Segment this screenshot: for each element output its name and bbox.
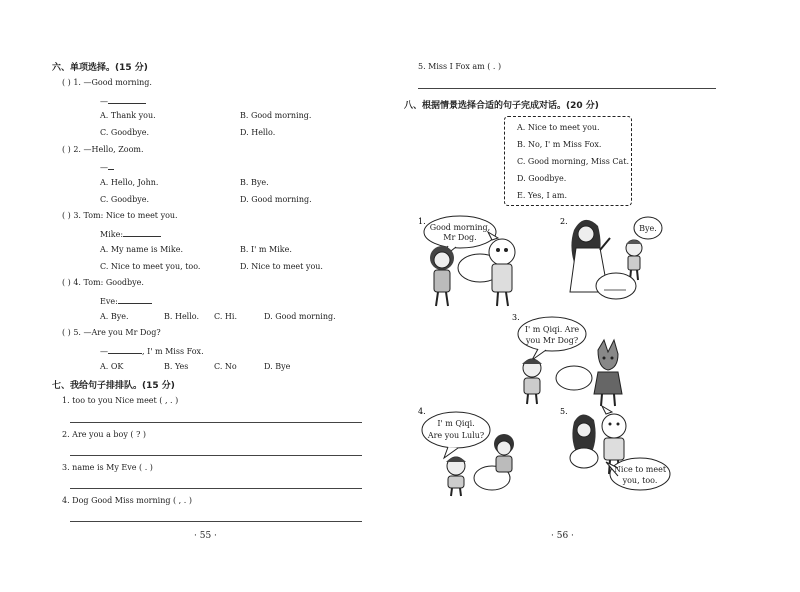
option-d: D. Bye	[264, 362, 291, 371]
reorder-2: 2. Are you a boy ( ? )	[62, 430, 147, 439]
option-d: D. Good morning.	[264, 312, 336, 321]
question-1: ( ) 1. —Good morning.	[62, 78, 152, 87]
blank[interactable]	[108, 161, 114, 170]
speech-bubble	[422, 412, 490, 448]
option-item: E. Yes, I am.	[517, 191, 568, 200]
girl-character-icon	[572, 414, 595, 452]
boy-character-icon	[626, 240, 642, 280]
answer-line-2[interactable]	[100, 161, 114, 172]
option-item: A. Nice to meet you.	[517, 123, 600, 132]
option-a: A. Thank you.	[100, 111, 156, 120]
dash: —	[100, 97, 108, 106]
scene-number: 1.	[418, 217, 426, 226]
girl-character-icon	[430, 246, 454, 306]
page-number-left: · 55 ·	[194, 531, 217, 541]
answer-line-3[interactable]	[100, 228, 161, 239]
answer-line[interactable]	[70, 455, 362, 456]
answer-bubble	[570, 448, 598, 468]
bubble-text: Bye.	[639, 224, 657, 233]
scene-number: 4.	[418, 407, 426, 416]
bubble-text: I' m Qiqi.	[437, 419, 475, 428]
scene-4	[418, 407, 514, 496]
bubble-text: Are you Lulu?	[427, 431, 485, 440]
scene-number: 2.	[560, 217, 568, 226]
boy-character-icon	[446, 457, 466, 496]
answer-bubble	[556, 366, 592, 390]
option-d: D. Hello.	[240, 128, 276, 137]
option-a: A. Hello, John.	[100, 178, 159, 187]
bubble-text: you Mr Dog?	[525, 336, 579, 345]
question-5: ( ) 5. —Are you Mr Dog?	[62, 328, 161, 337]
reorder-3: 3. name is My Eve ( . )	[62, 463, 153, 472]
option-b: B. Yes	[164, 362, 189, 371]
speech-bubble	[518, 317, 586, 351]
option-c: C. Hi.	[214, 312, 237, 321]
reorder-5: 5. Miss I Fox am ( . )	[418, 62, 502, 71]
blank[interactable]	[108, 345, 142, 354]
scene-5	[560, 406, 670, 490]
option-item: C. Good morning, Miss Cat.	[517, 157, 630, 166]
speech-bubble	[424, 216, 496, 248]
options-box	[504, 116, 632, 206]
reorder-4: 4. Dog Good Miss morning ( , . )	[62, 496, 192, 505]
option-c: C. Goodbye.	[100, 128, 149, 137]
option-b: B. Good morning.	[240, 111, 312, 120]
page-number-right: · 56 ·	[551, 531, 574, 541]
scene-number: 3.	[512, 313, 520, 322]
answer-bubble	[596, 273, 636, 299]
bubble-text: Good morning,	[429, 223, 491, 232]
fox-character-icon	[594, 340, 622, 406]
section-8-title: 八、根据情景选择合适的句子完成对话。(20 分)	[404, 101, 599, 111]
option-c: C. Nice to meet you, too.	[100, 262, 201, 271]
prompt: Mike:	[100, 230, 124, 239]
bubble-text: you, too.	[622, 476, 658, 485]
question-3: ( ) 3. Tom: Nice to meet you.	[62, 211, 178, 220]
bubble-text: Nice to meet	[613, 465, 667, 474]
answer-line[interactable]	[418, 88, 716, 89]
blank[interactable]	[123, 228, 161, 237]
option-b: B. I' m Mike.	[240, 245, 292, 254]
option-d: D. Nice to meet you.	[240, 262, 323, 271]
answer-line[interactable]	[70, 521, 362, 522]
scene-number: 5.	[560, 407, 568, 416]
option-item: D. Goodbye.	[517, 174, 567, 183]
scene-3	[512, 313, 622, 406]
option-d: D. Good morning.	[240, 195, 312, 204]
blank[interactable]	[108, 95, 146, 104]
option-b: B. Bye.	[240, 178, 269, 187]
dog-character-icon	[488, 232, 515, 306]
answer-line-1[interactable]	[100, 95, 146, 106]
option-item: B. No, I' m Miss Fox.	[517, 140, 602, 149]
answer-line[interactable]	[70, 422, 362, 423]
answer-line-4[interactable]	[100, 295, 152, 306]
blank[interactable]	[118, 295, 152, 304]
dash: —	[100, 347, 108, 356]
prompt: Eve:	[100, 297, 118, 306]
speech-bubble	[610, 458, 670, 490]
boy-character-icon	[522, 359, 542, 404]
dash: —	[100, 163, 108, 172]
option-a: A. OK	[100, 362, 124, 371]
option-a: A. My name is Mike.	[100, 245, 183, 254]
bubble-text: I' m Qiqi. Are	[524, 325, 580, 334]
answer-line-5[interactable]	[100, 345, 204, 356]
option-a: A. Bye.	[100, 312, 129, 321]
section-6-title: 六、单项选择。(15 分)	[52, 63, 148, 73]
answer-line[interactable]	[70, 488, 362, 489]
section-7-title: 七、我给句子排排队。(15 分)	[52, 381, 175, 391]
question-2: ( ) 2. —Hello, Zoom.	[62, 145, 144, 154]
option-c: C. Goodbye.	[100, 195, 149, 204]
reorder-1: 1. too to you Nice meet ( , . )	[62, 396, 179, 405]
option-c: C. No	[214, 362, 237, 371]
question-4: ( ) 4. Tom: Goodbye.	[62, 278, 144, 287]
tail-text: , I' m Miss Fox.	[142, 347, 204, 356]
girl-character-icon	[494, 434, 514, 472]
scene-2	[560, 217, 662, 299]
bubble-text: Mr Dog.	[443, 233, 477, 242]
option-b: B. Hello.	[164, 312, 200, 321]
scene-illustrations	[404, 208, 734, 500]
scene-1	[418, 216, 515, 306]
